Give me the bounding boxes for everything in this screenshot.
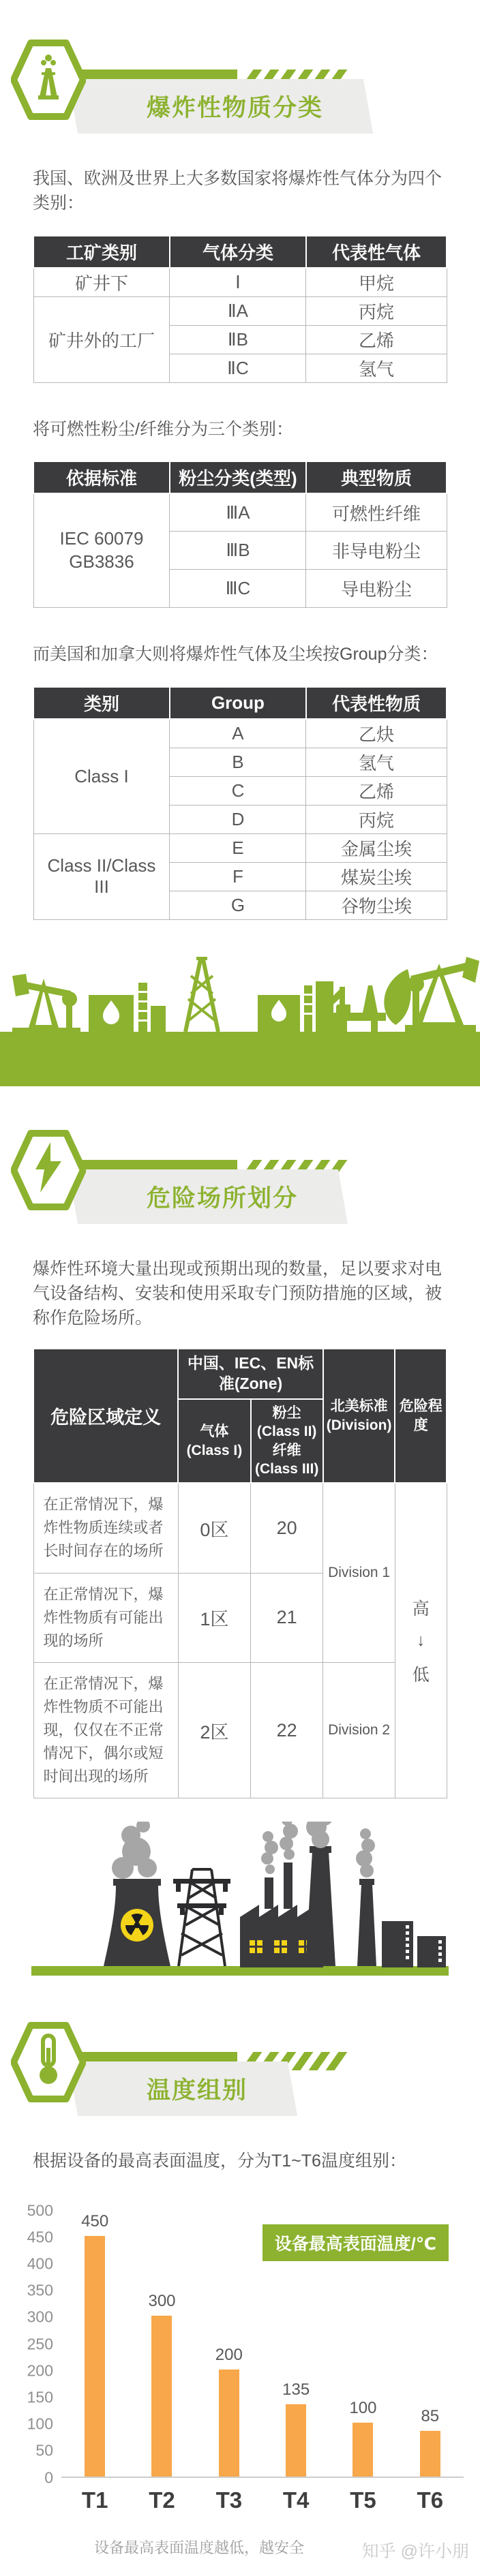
industrial-plant-illustration [0,1822,480,1980]
table-row: F 煤炭尘埃 [33,862,447,891]
chart-footer [0,2536,480,2564]
table-row: 在正常情况下，爆炸性物质连续或者长时间存在的场所 0区 20 Division 1 高 ↓ 低 [33,1483,447,1573]
section-banner-zones [0,1124,480,1239]
bar-value-label: 300 [148,2292,176,2311]
gas-classification-table [33,235,447,383]
table-row: D 丙烷 [33,805,447,833]
class23-cell: Class II/Class III [33,833,170,919]
table-header-row: 依据标准 粉尘分类(类型) 典型物质 [33,461,447,493]
bar [85,2236,105,2477]
lightning-icon [11,1127,86,1213]
oil-derrick-icon [11,37,86,123]
y-tick-label: 400 [27,2254,53,2273]
zone-def-header: 危险区域定义 [33,1349,178,1483]
temperature-bar-chart [16,2201,464,2513]
table-row: C 乙烯 [33,776,447,805]
table-row: ⅡC 氢气 [33,354,447,382]
y-tick-label: 50 [35,2441,53,2459]
risk-header: 危险程度 [395,1349,447,1483]
division2-cell: Division 2 [323,1662,395,1798]
division1-cell: Division 1 [323,1483,395,1662]
x-category-label: T1 [81,2487,108,2513]
y-tick-label: 450 [27,2228,53,2246]
table-row: ⅢB 非导电粉尘 [33,532,447,570]
bar [420,2431,440,2477]
banner-band [68,79,373,134]
y-tick-label: 300 [27,2307,53,2326]
chart-x-axis [61,2487,464,2513]
col-header: 气体分类 [170,236,306,268]
chart-bar-group [128,2211,195,2477]
y-tick-label: 500 [27,2201,53,2219]
bar [286,2404,306,2477]
section-banner-temperature [0,2017,480,2131]
table-row: ⅢC 导电粉尘 [33,570,447,608]
table-header-row [33,1349,447,1399]
section-banner-classification [0,34,480,149]
section-title-classification: 爆炸性物质分类 [147,95,324,121]
table-row: 矿井下 Ⅰ 甲烷 [33,268,447,297]
y-tick-label: 200 [27,2361,53,2380]
bar-value-label: 135 [282,2380,310,2399]
risk-level-cell: 高 ↓ 低 [395,1483,447,1798]
banner-band [68,1169,348,1224]
y-tick-label: 350 [27,2281,53,2299]
section-title-zones: 危险场所划分 [147,1184,299,1212]
col-header: 工矿类别 [33,236,170,268]
table-row: B 氢气 [33,748,447,776]
section-title-temperature: 温度组别 [147,2077,248,2104]
x-category-label: T2 [149,2487,175,2513]
table-header-row: 类别 Group 代表性物质 [33,687,447,719]
zone-std-header: 中国、IEC、EN标准(Zone) [178,1349,322,1399]
intro-group-classification: 而美国和加拿大则将爆炸性气体及尘埃按Group分类： [33,645,438,664]
bar [151,2316,172,2476]
na-std-header: 北美标准 (Division) [323,1349,395,1483]
x-category-label: T5 [350,2487,376,2513]
y-tick-label: 250 [27,2335,53,2352]
table-row: 矿井外的工厂 ⅡA 丙烷 [33,296,447,325]
bar-value-label: 100 [349,2399,377,2418]
chart-note: 设备最高表面温度越低，越安全 [93,2539,304,2556]
table-row: IEC 60079 GB3836 ⅢA 可燃性纤维 [33,493,447,532]
watermark: 知乎 @许小朋 [361,2541,469,2561]
bar-value-label: 200 [215,2345,243,2364]
group-classification-table [33,686,447,920]
intro-zones: 爆炸性环境大量出现或预期出现的数量，足以要求对电气设备结构、安装和使用采取专门预防措施的区域，被称作危险场所。 [33,1259,442,1328]
table-row: Class I A 乙炔 [33,719,447,748]
factory-cell: 矿井外的工厂 [33,296,170,382]
mine-cell: 矿井下 [33,268,170,297]
chart-y-axis [16,2201,61,2486]
intro-dust-classification: 将可燃性粉尘/纤维分为三个类别： [33,419,293,439]
chart-bar-group [196,2211,262,2477]
bar [352,2423,373,2476]
intro-gas-classification: 我国、欧洲及世界上大多数国家将爆炸性气体分为四个类别： [33,169,442,213]
hazardous-zone-table [33,1348,447,1798]
y-tick-label: 150 [27,2388,53,2406]
thermometer-icon [11,2019,86,2105]
y-tick-label: 100 [27,2414,53,2433]
table-row: Class II/Class III E 金属尘埃 [33,833,447,862]
dust-subheader: 粉尘(Class II) 纤维(Class III) [251,1399,323,1483]
col-header: 代表性气体 [306,236,447,268]
chart-legend: 设备最高表面温度/℃ [262,2224,449,2261]
standard-cell: IEC 60079 GB3836 [33,493,170,608]
table-header-row [33,236,447,268]
x-category-label: T3 [215,2487,243,2513]
table-row: ⅡB 乙烯 [33,325,447,354]
dust-classification-table [33,461,447,609]
oilfield-skyline-illustration [0,951,480,1086]
gas-subheader: 气体(Class I) [178,1399,250,1483]
x-category-label: T4 [282,2487,310,2513]
intro-temperature: 根据设备的最高表面温度，分为T1~T6温度组别： [33,2151,406,2171]
table-row: 在正常情况下，爆炸性物质不可能出现，仅仅在不正常情况下，偶尔或短时间出现的场所 2区 22 Division 2 [33,1662,447,1798]
class1-cell: Class I [33,719,170,834]
chart-bar-group [61,2211,128,2477]
x-category-label: T6 [417,2487,444,2513]
down-arrow-icon: ↓ [416,1631,425,1651]
bar [219,2370,239,2477]
bar-value-label: 450 [81,2211,109,2230]
table-row: G 谷物尘埃 [33,891,447,919]
y-tick-label: 0 [44,2468,53,2486]
bar-value-label: 85 [421,2406,440,2425]
banner-band [68,2061,297,2116]
table-row: 在正常情况下，爆炸性物质有可能出现的场所 1区 21 [33,1573,447,1662]
